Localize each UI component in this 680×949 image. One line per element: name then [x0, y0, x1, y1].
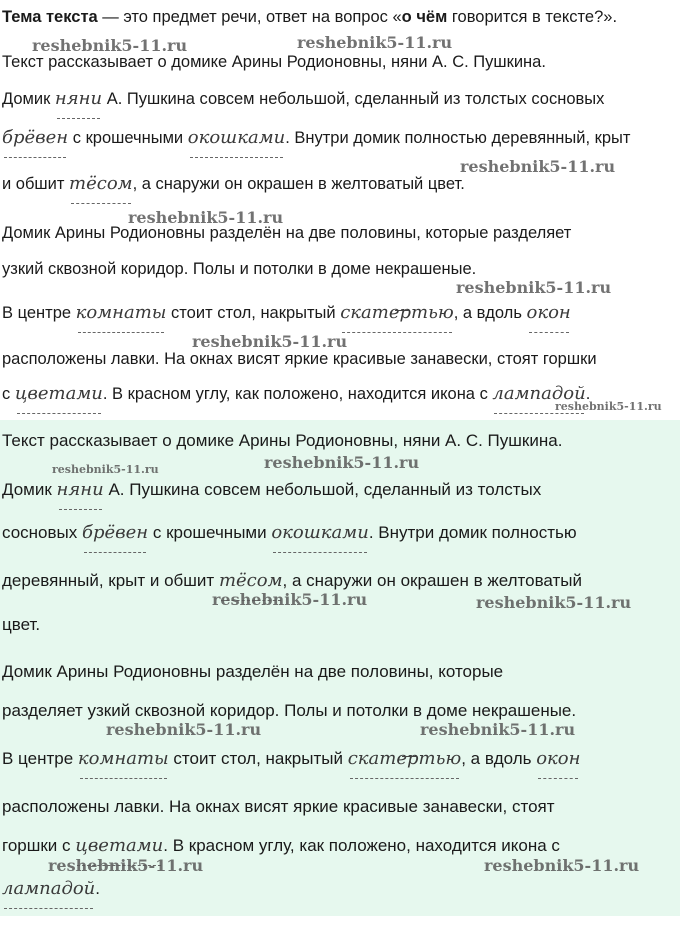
watermark: reshebnik5-11.ru: [32, 36, 188, 55]
watermark: reshebnik5-11.ru: [555, 400, 662, 413]
watermark: reshebnik5-11.ru: [106, 720, 262, 739]
text-line: цвет.: [2, 615, 41, 634]
watermark: reshebnik5-11.ru: [128, 208, 284, 227]
text-line: Домик няни А. Пушкина совсем небольшой, сделанный из толстых сосновых: [2, 88, 605, 109]
highlighted-word: лампадой: [492, 383, 586, 404]
highlighted-word: цветами: [14, 383, 103, 404]
text-line: Домик Арины Родионовны разделён на две половины, которые разделяет: [2, 224, 572, 242]
highlighted-word: няни: [56, 479, 104, 500]
text-line: Домик Арины Родионовны разделён на две половины, которые: [2, 662, 504, 681]
highlighted-word: тёсом: [69, 173, 133, 194]
text-line: В центре комнаты стоит стол, накрытый скатертью, а вдоль окон: [2, 302, 571, 323]
watermark: reshebnik5-11.ru: [264, 453, 420, 472]
watermark: reshebnik5-11.ru: [420, 720, 576, 739]
text-line: лампадой.: [2, 878, 101, 899]
highlighted-word: окошками: [271, 522, 369, 543]
highlighted-word: окон: [526, 302, 571, 323]
topic-definition: Тема текста — это предмет речи, ответ на вопрос «о чём говорится в тексте?».: [2, 8, 618, 26]
watermark: reshebnik5-11.ru: [297, 33, 453, 52]
text-line: брёвен с крошечными окошками. Внутри домик полностью деревянный, крыт: [2, 127, 631, 148]
highlighted-word: тёсом: [218, 570, 283, 591]
text-line: узкий сквозной коридор. Полы и потолки в доме некрашеные.: [2, 260, 477, 278]
highlighted-word: брёвен: [81, 522, 149, 543]
highlighted-word: скатертью: [347, 748, 462, 769]
highlighted-word: комнаты: [77, 748, 169, 769]
watermark: reshebnik5-11.ru: [484, 856, 640, 875]
text-line: горшки с цветами. В красном углу, как положено, находится икона с: [2, 835, 560, 856]
watermark: reshebnik5-11.ru: [192, 332, 348, 351]
text-line: В центре комнаты стоит стол, накрытый скатертью, а вдоль окон: [2, 748, 581, 769]
highlighted-word: лампадой: [2, 878, 96, 899]
highlighted-word: брёвен: [2, 127, 69, 148]
watermark: reshebnik5-11.ru: [48, 856, 204, 875]
watermark: reshebnik5-11.ru: [212, 590, 368, 609]
text-line: разделяет узкий сквозной коридор. Полы и потолки в доме некрашеные.: [2, 701, 577, 720]
text-line: Текст рассказывает о домике Арины Родионовны, няни А. С. Пушкина.: [2, 431, 563, 450]
topic-question: о чём: [401, 8, 448, 26]
text-line: Домик няни А. Пушкина совсем небольшой, сделанный из толстых: [2, 479, 542, 500]
highlighted-word: няни: [54, 88, 103, 109]
text-line: деревянный, крыт и обшит тёсом, а снаружи он окрашен в желтоватый: [2, 570, 583, 591]
watermark: reshebnik5-11.ru: [456, 278, 612, 297]
topic-term: Тема текста: [2, 8, 98, 26]
text-line: расположены лавки. На окнах висят яркие красивые занавески, стоят: [2, 797, 555, 816]
text-line: и обшит тёсом, а снаружи он окрашен в желтоватый цвет.: [2, 173, 465, 194]
text-line: Текст рассказывает о домике Арины Родионовны, няни А. С. Пушкина.: [2, 53, 546, 71]
watermark: reshebnik5-11.ru: [476, 593, 632, 612]
text-line: расположены лавки. На окнах висят яркие красивые занавески, стоят горшки: [2, 350, 597, 368]
highlighted-word: скатертью: [340, 302, 454, 323]
highlighted-word: окошками: [187, 127, 286, 148]
watermark: reshebnik5-11.ru: [52, 463, 159, 476]
highlighted-word: комнаты: [75, 302, 167, 323]
text-line: с цветами. В красном углу, как положено, находится икона с лампадой.: [2, 383, 591, 404]
highlighted-word: окон: [536, 748, 581, 769]
highlighted-word: цветами: [75, 835, 164, 856]
text-line: сосновых брёвен с крошечными окошками. Внутри домик полностью: [2, 522, 577, 543]
watermark: reshebnik5-11.ru: [460, 157, 616, 176]
